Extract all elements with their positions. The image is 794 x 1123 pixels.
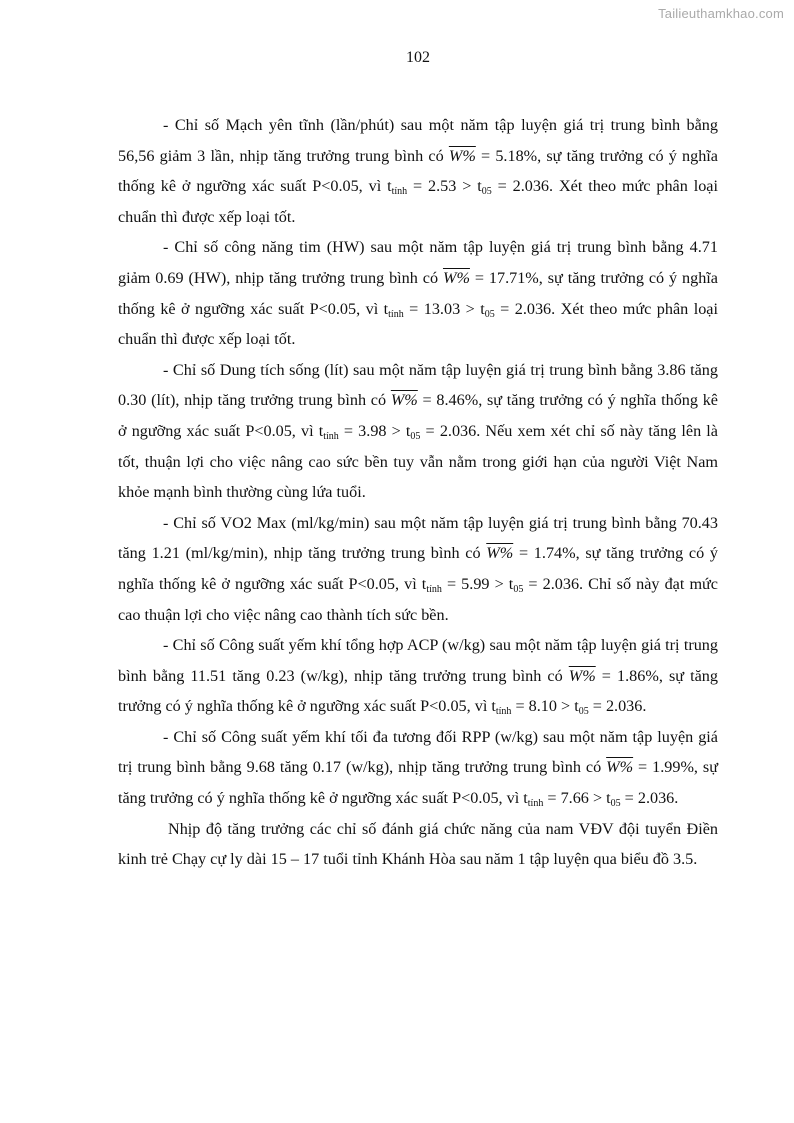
text-run: - Chỉ số Công suất yếm khí tối đa tương đối RPP (w/kg) sau một năm tập luyện giá trị trung bình bằng 9.68 tăng 0.17 (w/kg), nhịp tăng trưởng trung bình có (118, 727, 718, 777)
subscript: 05 (610, 798, 621, 810)
text-run: = 8.10 > t (511, 697, 579, 716)
w-percent-symbol: W% (568, 666, 596, 685)
page-number: 102 (406, 49, 430, 66)
w-percent-symbol: W% (448, 146, 476, 165)
paragraph (118, 722, 718, 814)
subscript: 05 (578, 706, 589, 718)
text-run: = 5.99 > t (441, 574, 514, 593)
text-run: = 17.71%, sự tăng trưởng có ý nghĩa thống kê ở ngưỡng xác suất P<0.05, vì t (118, 268, 718, 318)
text-run: = 2.036. (588, 697, 647, 716)
subscript: 05 (481, 186, 492, 198)
text-run: = 2.036. Xét theo mức phân loại chuẩn thì được xếp loại tốt. (118, 177, 718, 226)
text-run: = 1.99%, sự tăng trưởng có ý nghĩa thống kê ở ngưỡng xác suất P<0.05, vì t (118, 758, 719, 808)
subscript: tính (495, 706, 512, 718)
paragraph (118, 232, 718, 354)
paragraph (118, 630, 718, 722)
text-run: Nhịp độ tăng trưởng các chỉ số đánh giá chức năng của nam VĐV đội tuyển Điền kinh trẻ Chạy cự ly dài 15 – 17 tuổi tỉnh Khánh Hòa sau năm 1 tập luyện qua biểu đồ 3.5. (118, 819, 718, 869)
subscript: 05 (410, 430, 421, 442)
subscript: tính (527, 798, 544, 810)
w-percent-symbol: W% (606, 758, 634, 777)
text-run: = 1.86%, sự tăng trưởng có ý nghĩa thống kê ở ngưỡng xác suất P<0.05, vì t (118, 666, 718, 716)
text-run: = 13.03 > t (403, 299, 485, 318)
paragraph (118, 814, 718, 875)
text-run: - Chỉ số Công suất yếm khí tổng hợp ACP (w/kg) sau một năm tập luyện giá trị trung bình bằng 11.51 tăng 0.23 (w/kg), nhịp tăng trưởng trung bình có (118, 636, 718, 685)
text-run: - Chỉ số công năng tim (HW) sau một năm tập luyện giá trị trung bình bằng 4.71 giảm 0.69 (HW), nhịp tăng trưởng trung bình có (118, 238, 718, 287)
w-percent-symbol: W% (486, 544, 514, 563)
subscript: 05 (484, 308, 495, 320)
text-run: = 2.036. Xét theo mức phân loại chuẩn thì được xếp loại tốt. (118, 299, 718, 349)
text-run: - Chỉ số VO2 Max (ml/kg/min) sau một năm tập luyện giá trị trung bình bằng 70.43 tăng 1.21 (ml/kg/min), nhịp tăng trưởng trung bình có (118, 513, 718, 563)
paragraph (118, 110, 718, 232)
watermark: Tailieuthamkhao.com (658, 6, 784, 21)
text-run: = 2.036. Nếu xem xét chỉ số này tăng lên là tốt, thuận lợi cho việc nâng cao sức bền tuy vẫn nằm trong giới hạn của người Việt Nam khỏe mạnh bình thường cùng lứa tuổi. (118, 421, 718, 502)
text-run: = 2.53 > t (407, 177, 482, 196)
text-run: = 1.74%, sự tăng trưởng có ý nghĩa thống kê ở ngưỡng xác suất P<0.05, vì t (118, 544, 718, 593)
w-percent-symbol: W% (442, 268, 470, 287)
subscript: tính (426, 583, 442, 595)
text-run: = 2.036. (620, 789, 679, 808)
subscript: 05 (513, 583, 524, 595)
paragraph (118, 508, 718, 630)
text-run: - Chỉ số Mạch yên tĩnh (lần/phút) sau một năm tập luyện giá trị trung bình bằng 56,56 giảm 3 lần, nhịp tăng trưởng trung bình có (118, 116, 718, 165)
w-percent-symbol: W% (390, 391, 418, 410)
subscript: tính (388, 308, 404, 320)
subscript: tính (323, 430, 339, 442)
text-run: = 5.18%, sự tăng trưởng có ý nghĩa thống kê ở ngưỡng xác suất P<0.05, vì t (118, 146, 718, 196)
text-run: = 2.036. Chỉ số này đạt mức cao thuận lợi cho việc nâng cao thành tích sức bền. (118, 574, 718, 624)
text-run: = 8.46%, sự tăng trưởng có ý nghĩa thống kê ở ngưỡng xác suất P<0.05, vì t (118, 391, 718, 440)
paragraph (118, 355, 718, 508)
subscript: tính (391, 186, 408, 198)
text-run: = 7.66 > t (543, 789, 611, 808)
document-body (118, 110, 718, 875)
text-run: - Chỉ số Dung tích sống (lít) sau một năm tập luyện giá trị trung bình bằng 3.86 tăng 0.30 (lít), nhịp tăng trưởng trung bình có (118, 360, 718, 410)
text-run: = 3.98 > t (338, 421, 411, 440)
